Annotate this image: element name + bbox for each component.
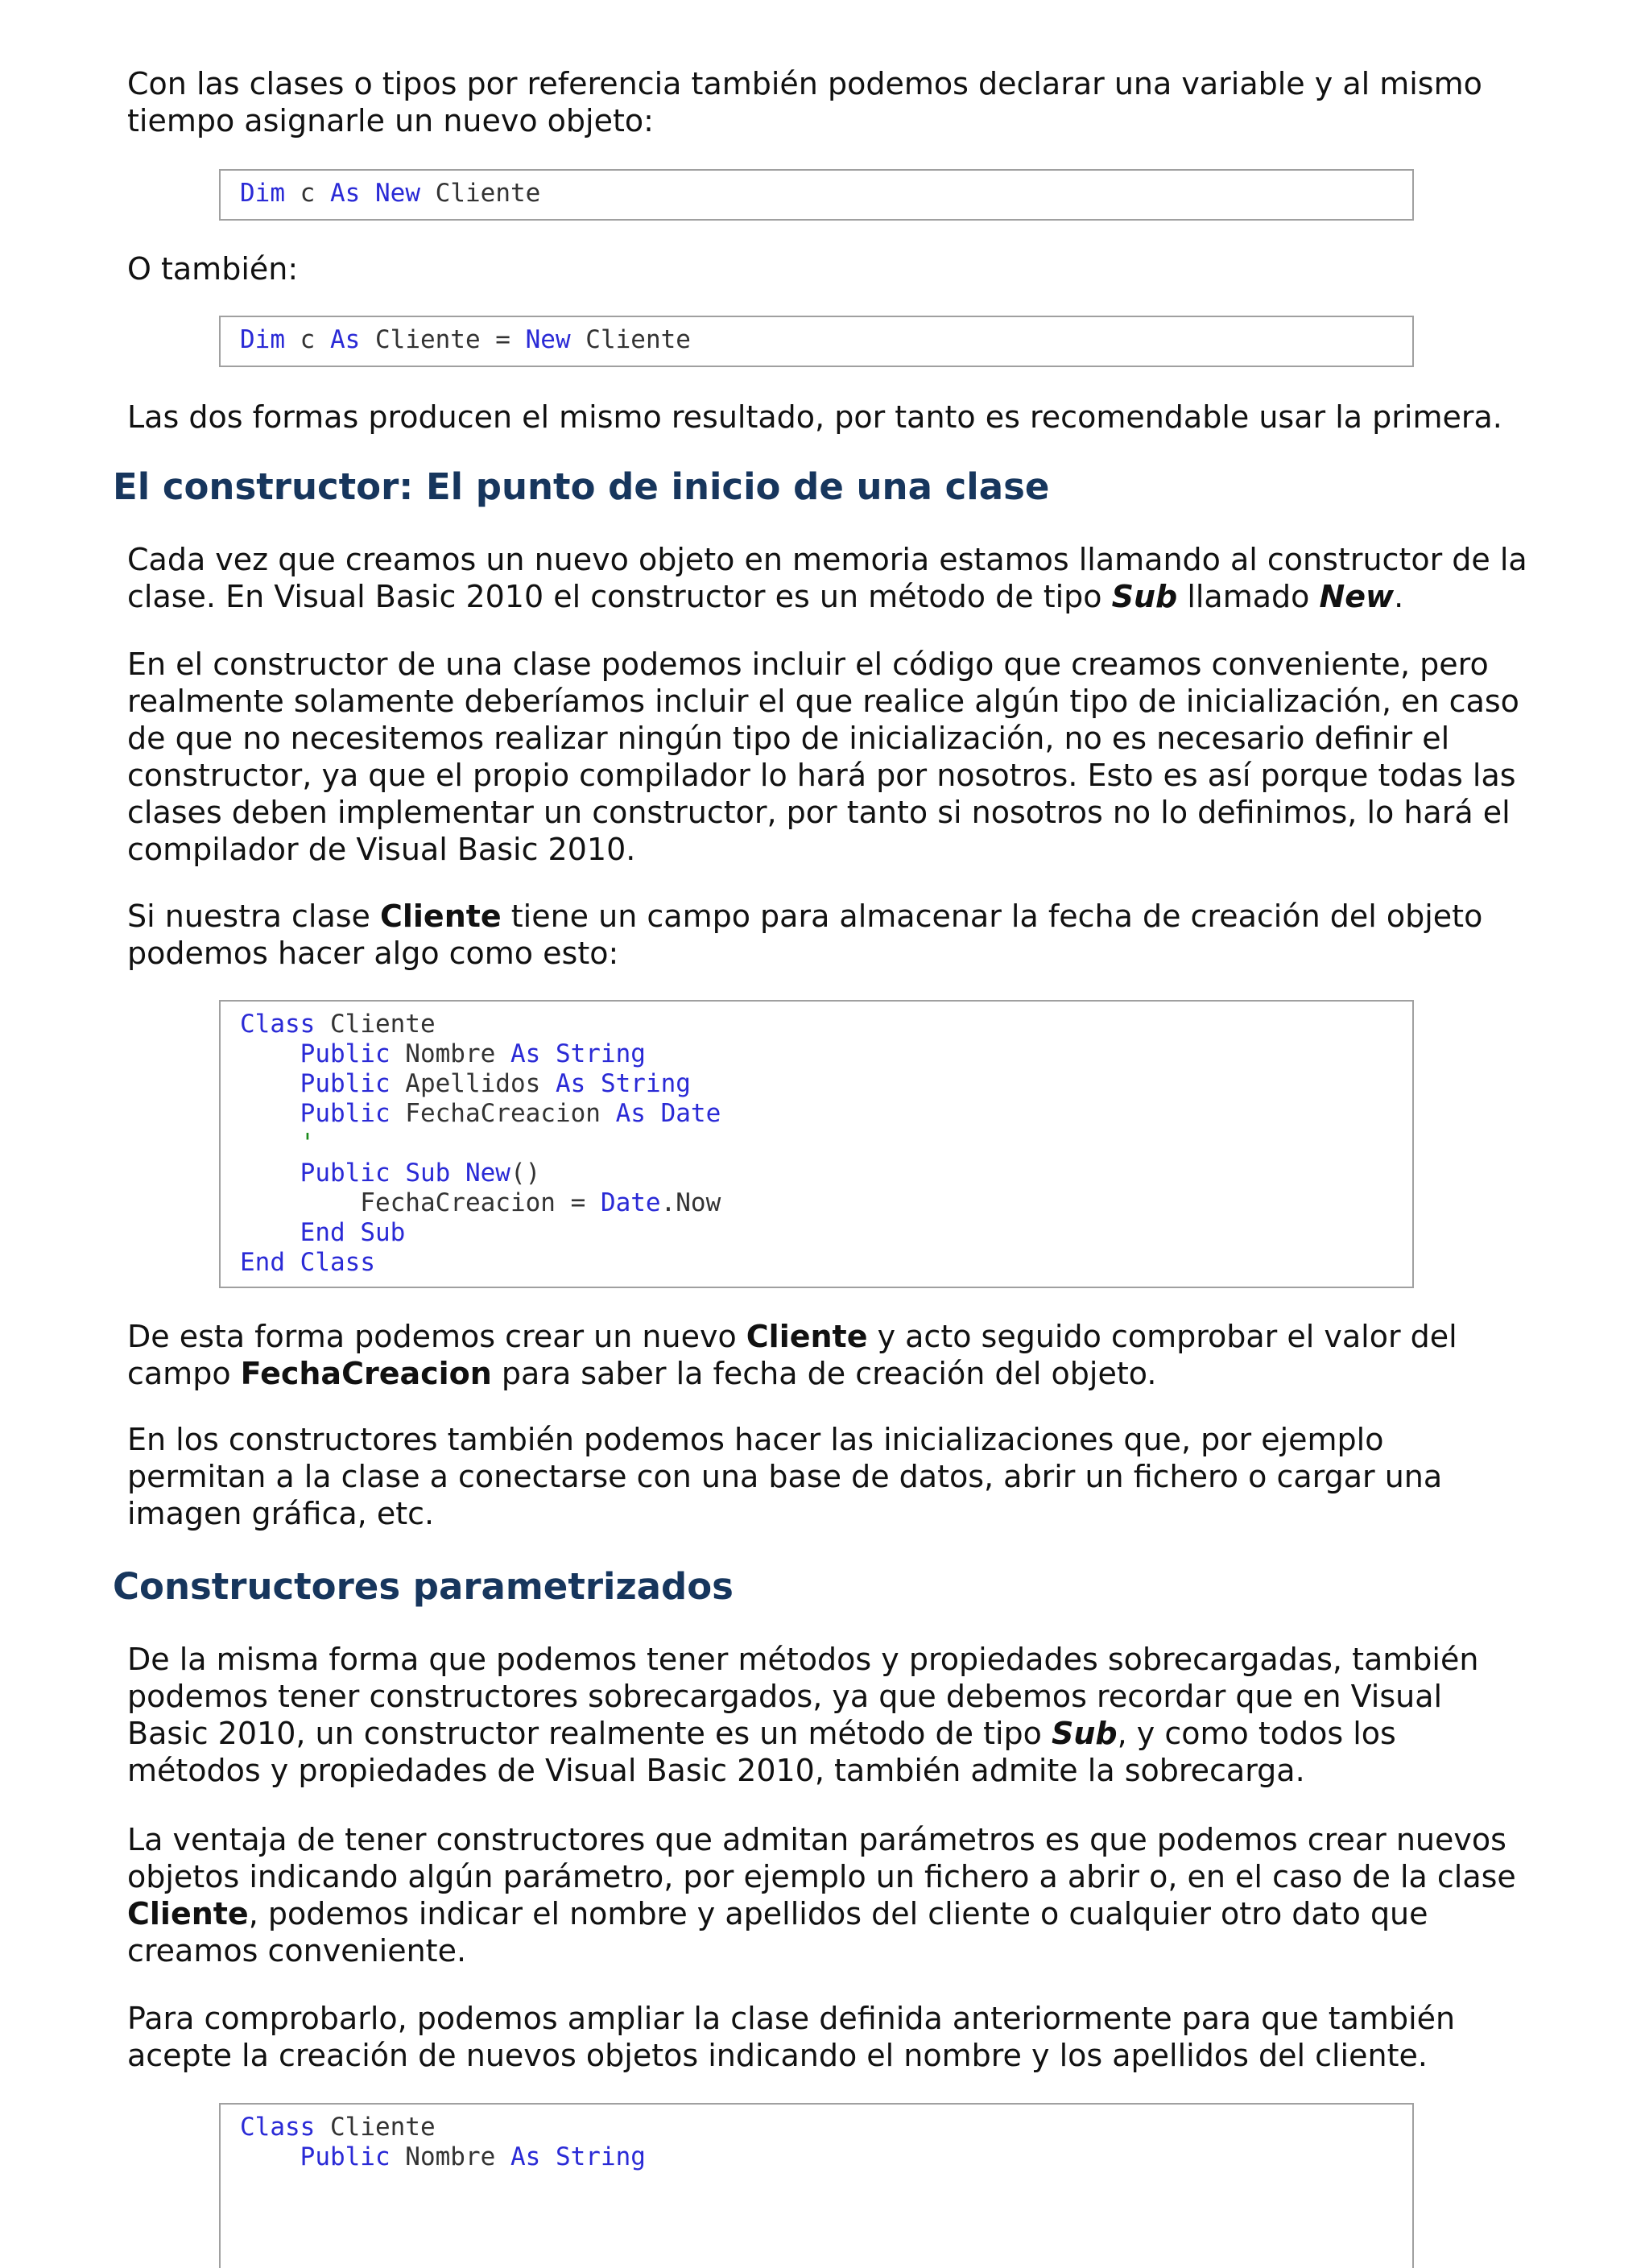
code-text <box>646 1099 661 1128</box>
code-keyword: As <box>510 1039 541 1068</box>
code-keyword: String <box>555 2142 646 2171</box>
paragraph-ventaja-parametros: La ventaja de tener constructores que admitan parámetros es que podemos crear nuevos objetos indicando algún parámetro, por ejemplo un fichero a abrir o, en el caso de la clase Cliente, podemos indicar el nombre y apellidos del cliente o cualquier otro dato que creamos conveniente. <box>127 1822 1516 1968</box>
code-line <box>240 2142 1393 2172</box>
code-text <box>585 1069 601 1098</box>
code-keyword: Class <box>300 1248 375 1277</box>
paragraph-crear-cliente: De esta forma podemos crear un nuevo Cliente y acto seguido comprobar el valor del campo FechaCreacion para saber la fecha de creación del objeto. <box>127 1319 1457 1391</box>
code-text: Cliente = <box>360 325 526 354</box>
paragraph-intro: Con las clases o tipos por referencia también podemos declarar una variable y al mismo tiempo asignarle un nuevo objeto: <box>127 66 1482 138</box>
code-text: Cliente <box>570 325 691 354</box>
code-keyword: New <box>525 325 571 354</box>
paragraph-inicializaciones: En los constructores también podemos hacer las inicializaciones que, por ejemplo permitan a la clase a conectarse con una base de datos, abrir un fichero o cargar una imagen gráfica, etc. <box>127 1422 1443 1531</box>
code-block-4 <box>219 2103 1414 2268</box>
code-line <box>240 2113 1393 2142</box>
code-keyword: Dim <box>240 325 285 354</box>
code-keyword: Public <box>300 2142 391 2171</box>
code-text: Nombre <box>390 1039 510 1068</box>
paragraph-o-tambien: O también: <box>127 251 299 287</box>
code-line <box>240 1039 1393 1069</box>
code-keyword: Public <box>300 1159 391 1188</box>
code-keyword: Class <box>240 1010 316 1039</box>
code-line <box>240 179 1393 209</box>
code-text: Cliente <box>315 2113 436 2142</box>
code-text: .Now <box>660 1188 721 1217</box>
code-keyword: Sub <box>405 1159 451 1188</box>
code-text <box>450 1159 465 1188</box>
code-keyword: As <box>555 1069 586 1098</box>
heading-constructor: El constructor: El punto de inicio de una clase <box>113 465 1050 508</box>
code-text <box>540 2142 556 2171</box>
code-block-2 <box>219 316 1414 367</box>
code-keyword: Sub <box>360 1218 406 1247</box>
paragraph-constructor-intro: Cada vez que creamos un nuevo objeto en memoria estamos llamando al constructor de la clase. En Visual Basic 2010 el constructor es un método de tipo Sub llamado New. <box>127 542 1527 614</box>
code-text <box>240 1159 300 1188</box>
code-keyword: As <box>330 325 361 354</box>
code-line <box>240 1188 1393 1218</box>
code-text <box>360 179 375 208</box>
code-line <box>240 1248 1393 1278</box>
code-text: c <box>285 179 330 208</box>
code-keyword: String <box>600 1069 691 1098</box>
code-keyword: As <box>330 179 361 208</box>
code-block-1 <box>219 169 1414 221</box>
paragraph-campo-fecha: Si nuestra clase Cliente tiene un campo para almacenar la fecha de creación del objeto podemos hacer algo como esto: <box>127 899 1483 971</box>
code-line <box>240 1069 1393 1099</box>
code-text: Cliente <box>315 1010 436 1039</box>
code-keyword: Public <box>300 1039 391 1068</box>
paragraph-constructor-detail: En el constructor de una clase podemos incluir el código que creamos conveniente, pero realmente solamente deberíamos incluir el que realice algún tipo de inicialización, en caso de que no necesitemos realizar ningún tipo de inicialización, no es necesario definir el constructor, ya que el propio compilador lo hará por nosotros. Esto es así porque todas las clases deben implementar un constructor, por tanto si nosotros no lo definimos, lo hará el compilador de Visual Basic 2010. <box>127 647 1519 867</box>
code-keyword: Date <box>660 1099 721 1128</box>
code-keyword: Dim <box>240 179 285 208</box>
code-text <box>285 1248 300 1277</box>
code-keyword: End <box>300 1218 345 1247</box>
code-block-3 <box>219 1000 1414 1288</box>
code-text: Nombre <box>390 2142 510 2171</box>
code-line <box>240 1010 1393 1039</box>
code-keyword: As <box>615 1099 646 1128</box>
code-line <box>240 1099 1393 1129</box>
code-keyword: Class <box>240 2113 316 2142</box>
code-text: FechaCreacion = <box>240 1188 601 1217</box>
paragraph-comprobarlo: Para comprobarlo, podemos ampliar la clase definida anteriormente para que también acepte la creación de nuevos objetos indicando el nombre y los apellidos del cliente. <box>127 2001 1456 2073</box>
code-text <box>240 1099 300 1128</box>
code-text <box>240 1069 300 1098</box>
code-text <box>540 1039 556 1068</box>
code-text: Cliente <box>420 179 541 208</box>
code-text: FechaCreacion <box>390 1099 616 1128</box>
code-keyword: Public <box>300 1069 391 1098</box>
code-comment: ' <box>300 1129 316 1158</box>
code-text: Apellidos <box>390 1069 556 1098</box>
code-line <box>240 1218 1393 1248</box>
code-text: () <box>510 1159 541 1188</box>
heading-constructores-parametrizados: Constructores parametrizados <box>113 1565 734 1608</box>
code-keyword: New <box>465 1159 510 1188</box>
code-line <box>240 1159 1393 1188</box>
code-text <box>240 1129 300 1158</box>
code-keyword: New <box>375 179 420 208</box>
code-text: c <box>285 325 330 354</box>
paragraph-dos-formas: Las dos formas producen el mismo resultado, por tanto es recomendable usar la primera. <box>127 399 1502 435</box>
code-text <box>240 2142 300 2171</box>
code-text <box>391 1159 406 1188</box>
paragraph-sobrecarga: De la misma forma que podemos tener métodos y propiedades sobrecargadas, también podemos tener constructores sobrecargados, ya que debemos recordar que en Visual Basic 2010, un constructor realmente es un método de tipo Sub, y como todos los métodos y propiedades de Visual Basic 2010, también admite la sobrecarga. <box>127 1642 1479 1788</box>
code-keyword: As <box>510 2142 541 2171</box>
code-text <box>240 1039 300 1068</box>
code-text <box>345 1218 361 1247</box>
code-line <box>240 325 1393 355</box>
code-keyword: String <box>555 1039 646 1068</box>
code-keyword: End <box>240 1248 285 1277</box>
code-line <box>240 1129 1393 1159</box>
code-keyword: Date <box>600 1188 661 1217</box>
code-text <box>240 1218 300 1247</box>
code-keyword: Public <box>300 1099 391 1128</box>
